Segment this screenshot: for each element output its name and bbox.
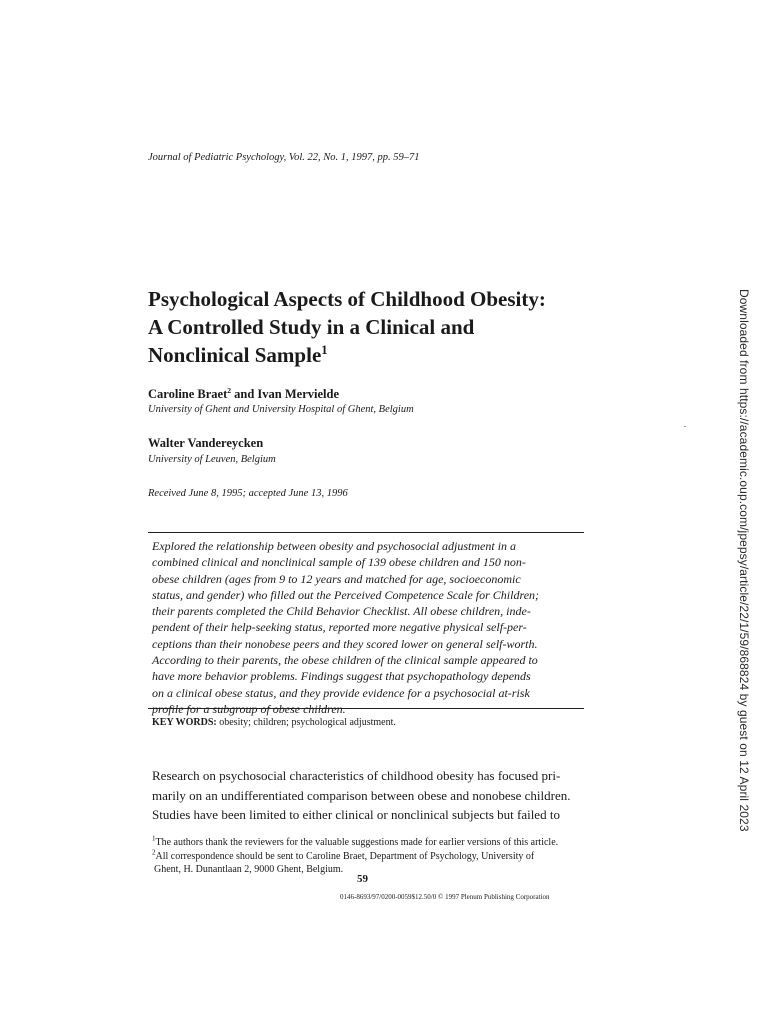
abstract-line: on a clinical obese status, and they provide evidence for a psychosocial at-risk: [152, 685, 530, 700]
title-line-3-text: Nonclinical Sample: [148, 343, 322, 367]
abstract-line: combined clinical and nonclinical sample of 139 obese children and 150 non-: [152, 555, 526, 570]
body-line: Research on psychosocial characteristics of childhood obesity has focused pri-: [152, 768, 561, 783]
received-dates: Received June 8, 1995; accepted June 13, 1996: [148, 488, 348, 499]
title-line-2: A Controlled Study in a Clinical and: [148, 315, 475, 339]
body-line: marily on an undifferentiated comparison between obese and nonobese children.: [152, 787, 571, 803]
affiliation-ghent: University of Ghent and University Hospital of Ghent, Belgium: [148, 404, 414, 415]
page-number: 59: [357, 873, 368, 885]
abstract-line: obese children (ages from 9 to 12 years and matched for age, socioeconomic: [152, 571, 521, 586]
footnote-1-text: The authors thank the reviewers for the valuable suggestions made for earlier versions of this article.: [155, 837, 559, 848]
journal-citation: Journal of Pediatric Psychology, Vol. 22, No. 1, 1997, pp. 59–71: [148, 152, 420, 163]
copyright-line: 0146-8693/97/0200-0059$12.50/0 © 1997 Plenum Publishing Corporation: [340, 893, 550, 901]
title-line-3: [148, 341, 668, 369]
footnote-2-mark: 2: [152, 848, 156, 857]
body-line: Studies have been limited to either clinical or nonclinical subjects but failed to: [152, 807, 560, 822]
title-line-1: Psychological Aspects of Childhood Obesity:: [148, 287, 546, 311]
abstract-line: [152, 701, 584, 717]
author-line-1: [148, 387, 339, 402]
keywords-label: KEY WORDS:: [152, 717, 217, 728]
author-footnote-mark: 2: [227, 385, 232, 395]
abstract-line: According to their parents, the obese children of the clinical sample appeared to: [152, 653, 538, 668]
abstract-line: status, and gender) who filled out the Perceived Competence Scale for Children;: [152, 587, 540, 602]
affiliation-leuven: University of Leuven, Belgium: [148, 454, 276, 465]
abstract: [152, 538, 584, 717]
body-text: [152, 766, 588, 825]
keywords-text: obesity; children; psychological adjustment.: [216, 717, 396, 728]
title-footnote-mark: 1: [321, 343, 328, 357]
footnote-2: [152, 850, 588, 864]
abstract-line: ceptions than their nonobese peers and they scored lower on general self-worth.: [152, 636, 538, 651]
article-title: [148, 285, 668, 369]
author-name-vandereycken: Walter Vandereycken: [148, 436, 264, 450]
author-name-mervielde: and Ivan Mervielde: [231, 387, 340, 401]
scan-speck: [684, 426, 686, 427]
abstract-top-rule: [148, 532, 584, 533]
abstract-line: Explored the relationship between obesity and psychosocial adjustment in a: [152, 539, 517, 553]
abstract-line: have more behavior problems. Findings suggest that psychopathology depends: [152, 669, 531, 684]
abstract-bottom-rule: [148, 708, 584, 709]
author-name-braet: Caroline Braet: [148, 387, 228, 401]
footnote-1: [152, 836, 588, 850]
download-watermark: Downloaded from https://academic.oup.com/jpepsy/article/22/1/59/868824 by guest on 12 April 2023: [737, 289, 751, 832]
footnote-2-continued: Ghent, H. Dunantlaan 2, 9000 Ghent, Belgium.: [154, 864, 344, 875]
keywords: [152, 717, 396, 728]
abstract-line: their parents completed the Child Behavior Checklist. All obese children, inde-: [152, 604, 531, 619]
abstract-line: pendent of their help-seeking status, reported more negative physical self-per-: [152, 620, 527, 635]
footnote-2-text: All correspondence should be sent to Caroline Braet, Department of Psychology, University of: [155, 850, 535, 862]
footnotes: [152, 836, 588, 877]
footnote-1-mark: 1: [152, 834, 156, 843]
